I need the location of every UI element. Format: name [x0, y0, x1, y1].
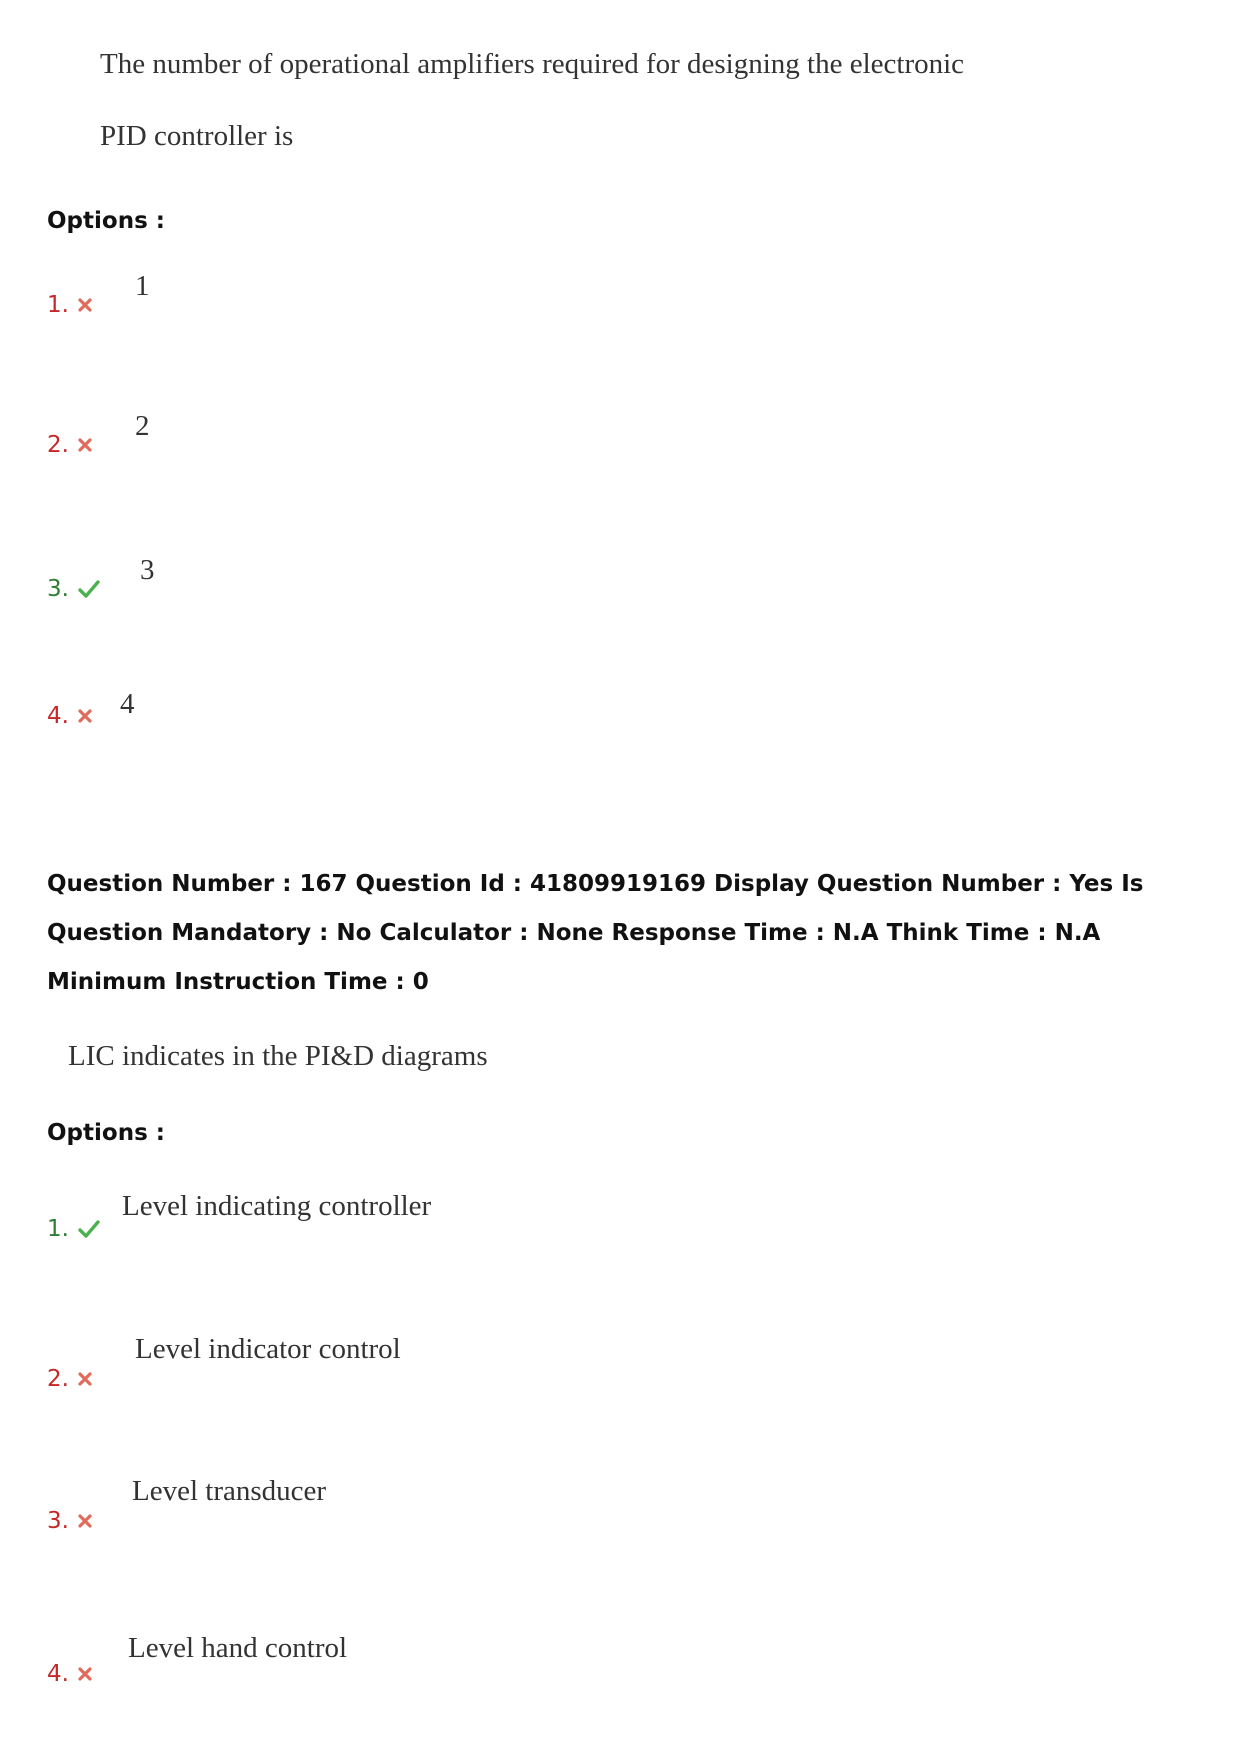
cross-mark-icon	[77, 1666, 93, 1682]
q166-option-1-text: 1	[135, 270, 150, 302]
cross-mark-icon	[77, 297, 93, 313]
question-166-text-line-1: The number of operational amplifiers required for designing the electronic	[100, 48, 965, 80]
q167-option-3-text: Level transducer	[132, 1475, 327, 1507]
q167-option-1-number-text: 1.	[47, 1216, 69, 1242]
q167-option-1-text: Level indicating controller	[122, 1190, 432, 1222]
question-167-meta: Question Number : 167 Question Id : 41809919169 Display Question Number : Yes Is Question Mandatory : No Calculator : None Response Time : N.A Think Time : N.A Minimum Instruction Time : 0	[47, 871, 1144, 995]
cross-mark-icon	[77, 708, 93, 724]
q167-option-2-number-text: 2.	[47, 1366, 69, 1392]
q167-option-1-number	[47, 1216, 101, 1242]
q166-option-4-number-text: 4.	[47, 703, 69, 729]
q167-option-2-number	[47, 1366, 93, 1392]
q166-option-2-number-text: 2.	[47, 432, 69, 458]
question-167-options-label: Options :	[47, 1120, 165, 1146]
q166-option-3-text: 3	[140, 554, 155, 586]
cross-mark-icon	[77, 1513, 93, 1529]
q166-option-2-number	[47, 432, 93, 458]
q167-option-4-text: Level hand control	[128, 1632, 348, 1664]
question-166-text-line-2: PID controller is	[100, 120, 294, 152]
q167-option-3-number	[47, 1508, 93, 1534]
q166-option-3-number-text: 3.	[47, 576, 69, 602]
check-mark-icon	[77, 579, 101, 599]
q167-option-4-number-text: 4.	[47, 1661, 69, 1687]
question-166-options-label: Options :	[47, 208, 165, 234]
q166-option-2-text: 2	[135, 410, 150, 442]
q166-option-3-number	[47, 576, 101, 602]
q167-option-3-number-text: 3.	[47, 1508, 69, 1534]
q166-option-4-text: 4	[120, 688, 135, 720]
check-mark-icon	[77, 1219, 101, 1239]
question-167-text: LIC indicates in the PI&D diagrams	[68, 1040, 488, 1072]
q166-option-4-number	[47, 703, 93, 729]
q166-option-1-number	[47, 292, 93, 318]
cross-mark-icon	[77, 437, 93, 453]
q167-option-2-text: Level indicator control	[135, 1333, 401, 1365]
q167-option-4-number	[47, 1661, 93, 1687]
q166-option-1-number-text: 1.	[47, 292, 69, 318]
cross-mark-icon	[77, 1371, 93, 1387]
